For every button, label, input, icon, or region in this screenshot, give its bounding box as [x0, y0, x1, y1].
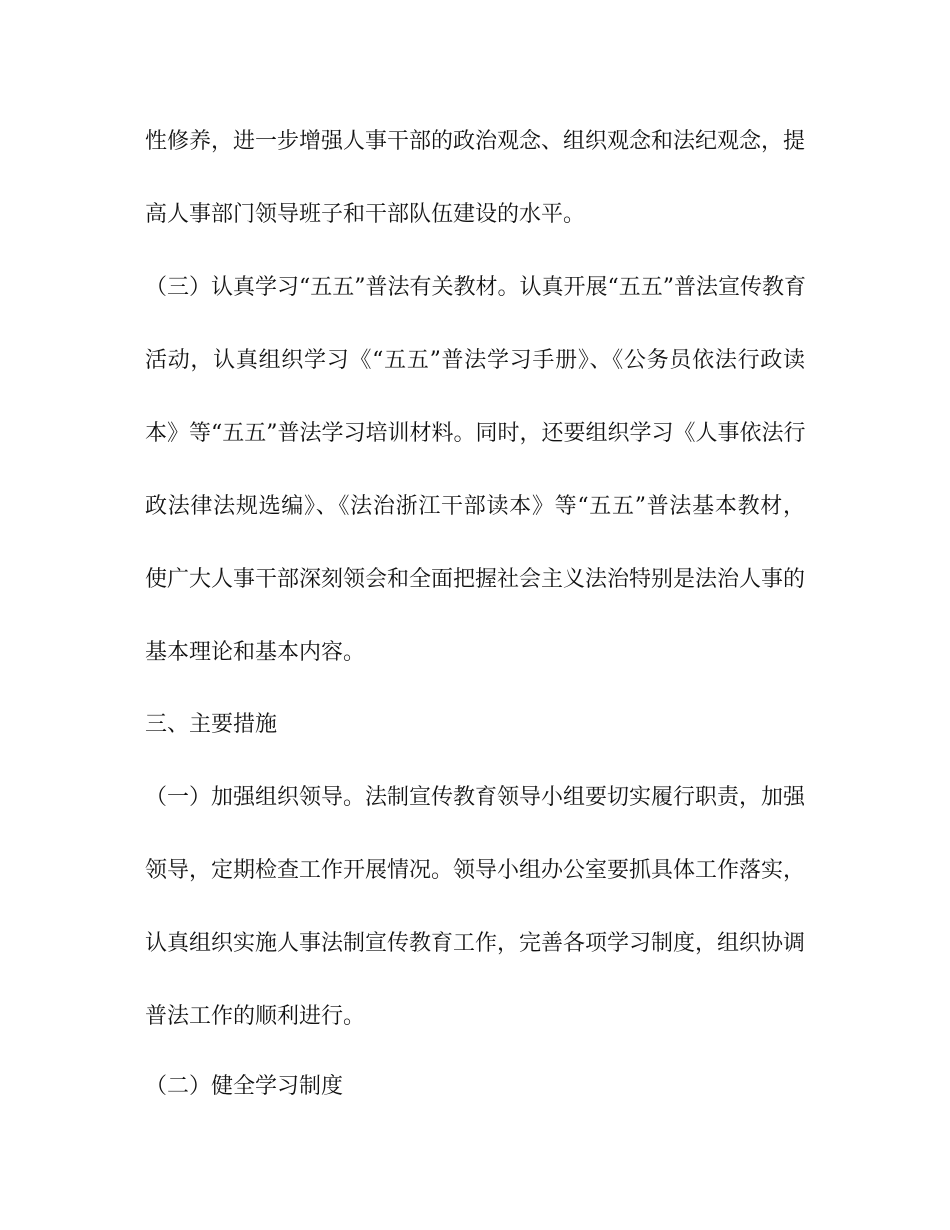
- paragraph-line: 本》等“五五”普法学习培训材料。同时，还要组织学习《人事依法行: [145, 421, 806, 446]
- paragraph-line: （三）认真学习“五五”普法有关教材。认真开展“五五”普法宣传教育: [145, 275, 806, 300]
- paragraph-line: 政法律法规选编》、《法治浙江干部读本》等“五五”普法基本教材，: [145, 494, 805, 519]
- paragraph-line: 使广大人事干部深刻领会和全面把握社会主义法治特别是法治人事的: [145, 567, 806, 592]
- paragraph-line: 性修养，进一步增强人事干部的政治观念、组织观念和法纪观念，提: [145, 129, 806, 154]
- section-heading: 三、主要措施: [145, 712, 278, 737]
- paragraph-line: 普法工作的顺利进行。: [145, 1004, 366, 1029]
- paragraph-line: 认真组织实施人事法制宣传教育工作，完善各项学习制度，组织协调: [145, 931, 806, 956]
- paragraph-line: 领导，定期检查工作开展情况。领导小组办公室要抓具体工作落实，: [145, 858, 806, 883]
- paragraph-line: 活动，认真组织学习《“五五”普法学习手册》、《公务员依法行政读: [145, 348, 805, 373]
- paragraph-line: （一）加强组织领导。法制宣传教育领导小组要切实履行职责，加强: [145, 785, 806, 810]
- paragraph-line: 高人事部门领导班子和干部队伍建设的水平。: [145, 202, 586, 227]
- paragraph-line: 基本理论和基本内容。: [145, 640, 366, 665]
- subsection-heading: （二）健全学习制度: [145, 1074, 344, 1099]
